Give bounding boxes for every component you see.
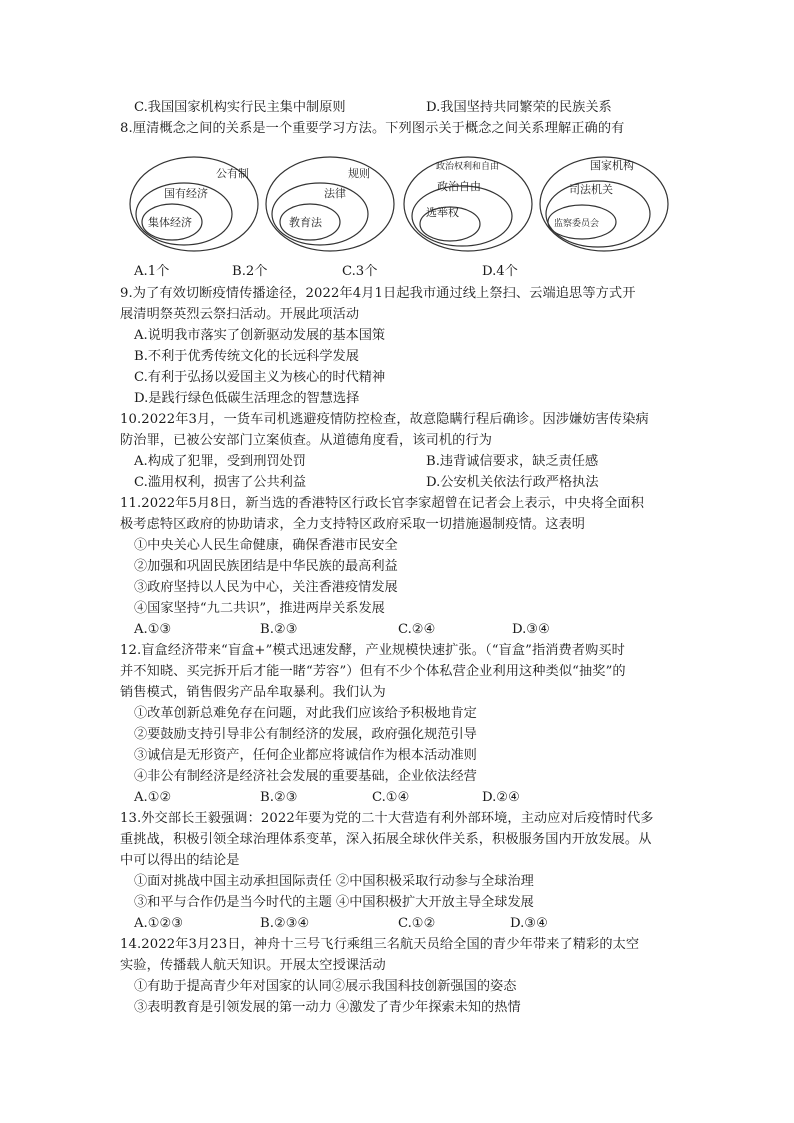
q8-option-b: B.2个 [232, 264, 268, 279]
q12-stem-line2: 并不知晓、买完拆开后才能一睹“芳容”）但有不少个体私营企业利用这种类似“抽奖”的 [120, 664, 626, 679]
q12-statement-2: ②要鼓励支持引导非公有制经济的发展，政府强化规范引导 [134, 727, 477, 742]
q8-option-c: C.3个 [342, 264, 378, 279]
q9-stem-line2: 展清明祭英烈云祭扫活动。开展此项活动 [120, 307, 360, 322]
diagram-3-inner-label: 选举权 [426, 206, 459, 219]
q10-option-b: B.违背诚信要求，缺乏责任感 [426, 454, 599, 469]
q8-option-a: A.1个 [134, 264, 170, 279]
diagram-2-middle-label: 法律 [324, 187, 346, 200]
q12-option-a: A.①② [134, 790, 172, 805]
q12-statement-1: ①改革创新总难免存在问题，对此我们应该给予积极地肯定 [134, 706, 477, 721]
q11-statement-2: ②加强和巩固民族团结是中华民族的最高利益 [134, 559, 398, 574]
q10-option-c: C.滥用权利，损害了公共利益 [134, 475, 307, 490]
q13-stem-line1: 13.外交部长王毅强调：2022年要为党的二十大营造有利外部环境，主动应对后疫情时代多 [120, 811, 654, 826]
q12-option-c: C.①④ [372, 790, 410, 805]
diagram-1 [130, 157, 258, 251]
q9-option-b: B.不利于优秀传统文化的长远科学发展 [134, 349, 359, 364]
q12-option-b: B.②③ [260, 790, 298, 805]
diagram-3 [404, 157, 532, 251]
q11-statement-3: ③政府坚持以人民为中心，关注香港疫情发展 [134, 580, 398, 595]
q10-stem-line1: 10.2022年3月，一货车司机逃避疫情防控检查，故意隐瞒行程后确诊。因涉嫌妨害传染病 [120, 412, 649, 427]
q8-option-d: D.4个 [482, 264, 518, 279]
q9-option-a: A.说明我市落实了创新驱动发展的基本国策 [134, 328, 386, 343]
q9-option-d: D.是践行绿色低碳生活理念的智慧选择 [134, 391, 360, 406]
q12-stem-line3: 销售模式，销售假劣产品牟取暴利。我们认为 [120, 685, 386, 700]
q12-statement-4: ④非公有制经济是经济社会发展的重要基础，企业依法经营 [134, 769, 477, 784]
q10-option-a: A.构成了犯罪，受到刑罚处罚 [134, 454, 306, 469]
diagram-1-middle-label: 国有经济 [164, 187, 208, 200]
diagram-2-inner-label: 教育法 [289, 216, 322, 229]
q13-option-b: B.②③④ [260, 916, 310, 931]
q14-stem-line1: 14.2022年3月23日，神舟十三号飞行乘组三名航天员给全国的青少年带来了精彩的太空 [120, 937, 640, 952]
diagram-4-middle-label: 司法机关 [569, 183, 613, 196]
diagram-4 [540, 157, 668, 251]
q10-option-d: D.公安机关依法行政严格执法 [426, 475, 599, 490]
q11-option-a: A.①③ [134, 622, 172, 637]
q12-stem-line1: 12.盲盒经济带来“盲盒+”模式迅速发酵，产业规模快速扩张。（“盲盒”指消费者购买时 [120, 643, 625, 658]
q12-option-d: D.②④ [482, 790, 520, 805]
diagram-2 [266, 157, 394, 251]
q10-stem-line2: 防治罪，已被公安部门立案侦查。从道德角度看，该司机的行为 [120, 433, 493, 448]
q13-statements-row2: ③和平与合作仍是当今时代的主题 ④中国积极扩大开放主导全球发展 [134, 895, 534, 910]
q8-stem: 8.厘清概念之间的关系是一个重要学习方法。下列图示关于概念之间关系理解正确的有 [120, 121, 625, 136]
q11-statement-4: ④国家坚持“九二共识”，推进两岸关系发展 [134, 601, 385, 616]
q9-option-c: C.有利于弘扬以爱国主义为核心的时代精神 [134, 370, 386, 385]
q13-stem-line2: 重挑战，积极引领全球治理体系变革，深入拓展全球伙伴关系，积极服务国内开放发展。从 [120, 832, 652, 847]
q11-statement-1: ①中央关心人民生命健康，确保香港市民安全 [134, 538, 398, 553]
diagram-1-outer-label: 公有制 [216, 167, 249, 180]
q11-option-b: B.②③ [260, 622, 298, 637]
diagram-3-middle-label: 政治自由 [437, 180, 481, 193]
q14-statements-row2: ③表明教育是引领发展的第一动力 ④激发了青少年探索未知的热情 [134, 1000, 521, 1015]
q7-option-c: C.我国国家机构实行民主集中制原则 [134, 100, 346, 115]
diagram-2-outer-label: 规则 [348, 167, 370, 180]
q7-option-d: D.我国坚持共同繁荣的民族关系 [426, 100, 612, 115]
q9-stem-line1: 9.为了有效切断疫情传播途径，2022年4月1日起我市通过线上祭扫、云端追思等方式开 [120, 286, 636, 301]
q11-stem-line1: 11.2022年5月8日，新当选的香港特区行政长官李家超曾在记者会上表示，中央将全面积 [120, 496, 644, 511]
diagram-1-inner-label: 集体经济 [148, 216, 192, 229]
diagram-4-inner-label: 监察委员会 [554, 219, 600, 229]
q8-concept-diagrams [128, 152, 676, 260]
diagram-4-outer-label: 国家机构 [590, 159, 634, 172]
q11-stem-line2: 极考虑特区政府的协助请求，全力支持特区政府采取一切措施遏制疫情。这表明 [120, 517, 586, 532]
q11-option-d: D.③④ [512, 622, 550, 637]
diagram-3-outer-label: 政治权利和自由 [436, 162, 500, 172]
q13-statements-row1: ①面对挑战中国主动承担国际责任 ②中国积极采取行动参与全球治理 [134, 874, 534, 889]
q13-option-a: A.①②③ [134, 916, 184, 931]
q11-option-c: C.②④ [398, 622, 436, 637]
q12-statement-3: ③诚信是无形资产，任何企业都应将诚信作为根本活动准则 [134, 748, 477, 763]
q14-statements-row1: ①有助于提高青少年对国家的认同②展示我国科技创新强国的姿态 [134, 979, 517, 994]
q13-option-c: C.①② [398, 916, 436, 931]
q13-stem-line3: 中可以得出的结论是 [120, 853, 240, 868]
q13-option-d: D.③④ [510, 916, 548, 931]
q14-stem-line2: 实验，传播载人航天知识。开展太空授课活动 [120, 958, 386, 973]
